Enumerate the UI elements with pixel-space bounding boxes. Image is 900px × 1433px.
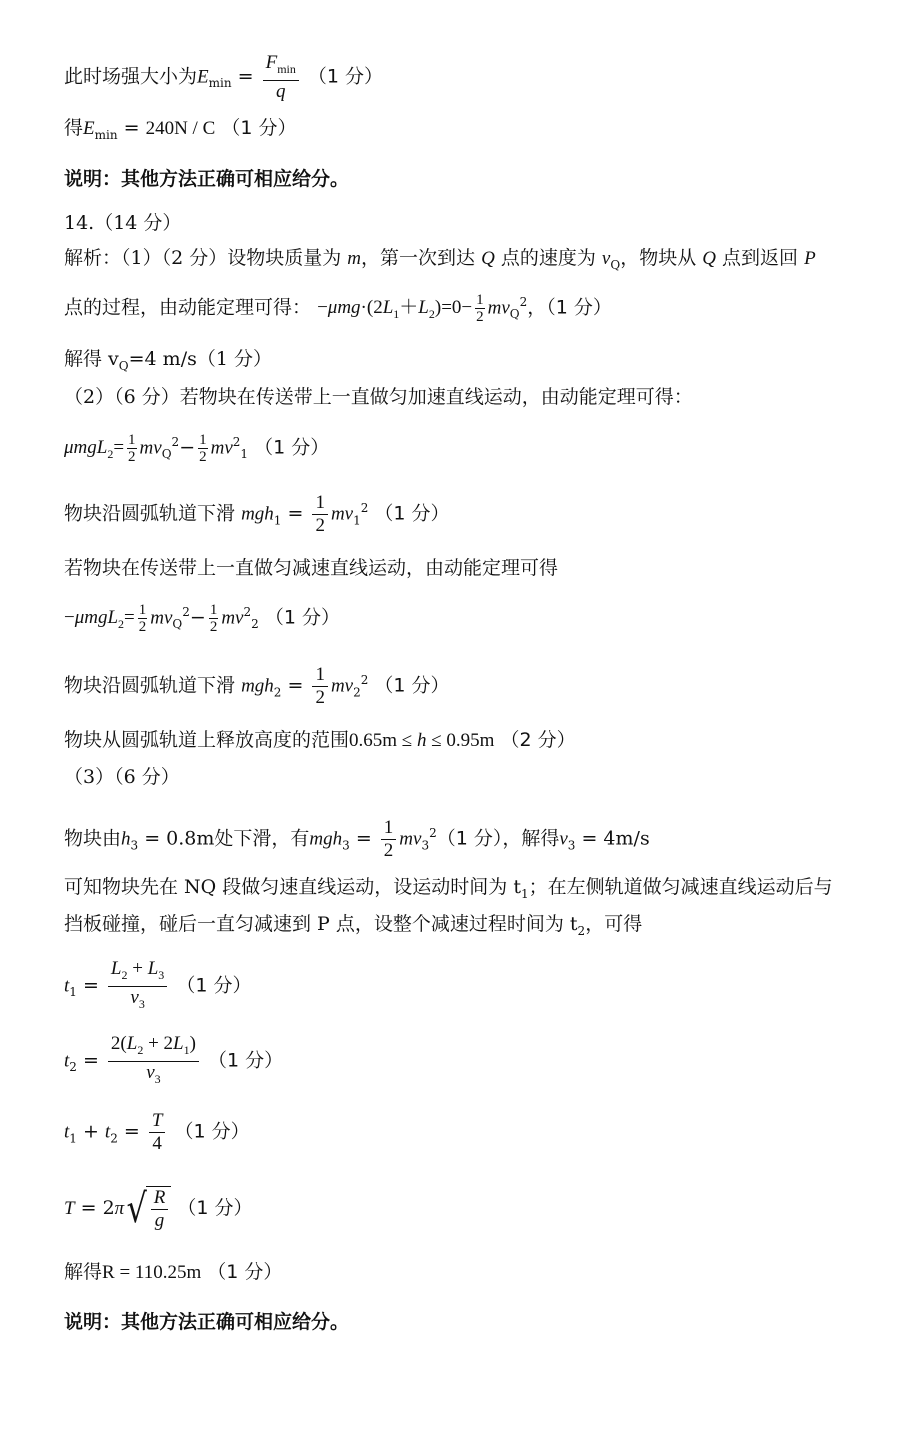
- part3-heading: （3）（6 分）: [64, 766, 180, 788]
- points: （1 分）: [176, 974, 252, 997]
- field-strength-line: 此时场强大小为$E_{min}$ = $\frac{F_{min}}{q}$ （1 分）: [64, 52, 384, 102]
- question-title: 14.（14 分）: [64, 212, 182, 234]
- text: 可知物块先在 NQ 段做匀速直线运动，设运动时间为 t: [64, 876, 521, 898]
- range-line: 物块从圆弧轨道上释放高度的范围0.65m ≤ h ≤ 0.95m （2 分）: [64, 729, 576, 751]
- text: （1 分），解得: [436, 827, 560, 850]
- decel-line: 若物块在传送带上一直做匀减速直线运动，由动能定理可得: [64, 557, 559, 579]
- slide1: 物块沿圆弧轨道下滑 mgh$_1$ = $\frac{1}{2}$ $mv_1^2$ （1 分）: [64, 492, 450, 536]
- text: 得: [64, 117, 84, 139]
- value: =4 m/s（1 分）: [128, 348, 272, 370]
- solve-r: [64, 1260, 282, 1285]
- text: 物块由: [64, 827, 122, 850]
- know-line2: 挡板碰撞，碰后一直匀减速到 P 点，设整个减速过程时间为 $t_2$，可得: [64, 913, 643, 938]
- points: （1 分）: [221, 117, 297, 139]
- points: （1 分）: [264, 606, 340, 629]
- part1-line1: 解析：（1）（2 分）设物块质量为 m，第一次到达 Q 点的速度为 $v_Q$，物块从 Q 点到返回 P: [64, 247, 816, 272]
- points: （1 分）: [254, 436, 330, 459]
- slide2: 物块沿圆弧轨道下滑 mgh$_2$ = $\frac{1}{2}$ $mv_2^2$ （1 分）: [64, 664, 450, 708]
- note: 说明：其他方法正确可相应给分。: [64, 1311, 350, 1333]
- text: 点的速度为: [500, 247, 596, 269]
- text: 解析：（1）（2 分）设物块质量为: [64, 247, 342, 269]
- solve-vq: 解得 $v_Q=4$ m/s（1 分）: [64, 348, 272, 373]
- points: （1 分）: [374, 674, 450, 697]
- tsum-eq: $t_1 + t_2$ = $\frac{T}{4}$ （1 分）: [64, 1110, 250, 1154]
- points: （1 分）: [307, 65, 384, 88]
- t2-eq: $t_2$ = $\frac{2(L_2 + 2L_1)}{v_3}$ （1 分）: [64, 1033, 284, 1086]
- points: （1 分）: [374, 502, 450, 525]
- text: 点的过程，由动能定理可得：: [64, 296, 312, 319]
- points: （1 分）: [207, 1261, 283, 1283]
- field-result-line: 得$E_{min} = 240N / C$ （1 分）: [64, 117, 297, 142]
- period-eq: T = 2π √ $\frac{R}{g}$ （1 分）: [64, 1186, 253, 1232]
- text: 此时场强大小为: [64, 65, 198, 88]
- text: 处下滑，有: [214, 827, 310, 850]
- t1-eq: $t_1$ = $\frac{L_2 + L_3}{v_3}$ （1 分）: [64, 958, 252, 1011]
- points: （1 分）: [177, 1197, 253, 1219]
- text: ，物块从: [620, 247, 697, 269]
- value: R = 110.25m: [102, 1262, 202, 1283]
- eq-accel: μmgL$_2$= $\frac{1}{2}$ $mv_Q^2-$ $\frac{1}{2}$ $mv^2_1$ （1 分）: [64, 431, 330, 465]
- part2-heading: （2）（6 分）若物块在传送带上一直做匀加速直线运动，由动能定理可得：: [64, 386, 693, 408]
- text: 物块沿圆弧轨道下滑: [64, 674, 236, 697]
- text: 点到返回: [722, 247, 799, 269]
- text: 物块从圆弧轨道上释放高度的范围: [64, 729, 350, 751]
- points: （1 分）: [174, 1120, 250, 1143]
- note: 说明：其他方法正确可相应给分。: [64, 168, 350, 190]
- text: ，可得: [585, 913, 643, 935]
- text: 物块沿圆弧轨道下滑: [64, 502, 236, 525]
- text: 解得 v: [64, 348, 119, 370]
- text: ；在左侧轨道做匀减速直线运动后与: [528, 876, 833, 898]
- points: ，（1 分）: [527, 296, 612, 319]
- value: 240N / C: [145, 118, 216, 139]
- points: （2 分）: [500, 729, 576, 751]
- h3-line: 物块由$h_3 = 0.8m$处下滑，有mgh$_3$ = $\frac{1}{2}$ $mv_3^2(1$ 分），解得$v_3 = 4m/s$: [64, 817, 650, 861]
- text: 挡板碰撞，碰后一直匀减速到 P 点，设整个减速过程时间为 t: [64, 913, 578, 935]
- text: 解得: [64, 1261, 103, 1283]
- points: （1 分）: [208, 1049, 284, 1072]
- fraction: $\frac{F_{min}}{q}$: [263, 52, 299, 103]
- know-line1: 可知物块先在 NQ 段做匀速直线运动，设运动时间为 $t_1$；在左侧轨道做匀减速直线运动后与: [64, 876, 833, 901]
- text: ，第一次到达: [361, 247, 476, 269]
- eq-decel: −μmgL$_2$= $\frac{1}{2}$ $mv_Q^2-$ $\frac{1}{2}$ $mv^2_2$ （1 分）: [64, 601, 340, 635]
- part1-line2: 点的过程，由动能定理可得： $-\mu mg\cdot(2L_1+L_2)=0-$ $\frac{1}{2}$ $mv_Q^2$，（1 分）: [64, 291, 612, 325]
